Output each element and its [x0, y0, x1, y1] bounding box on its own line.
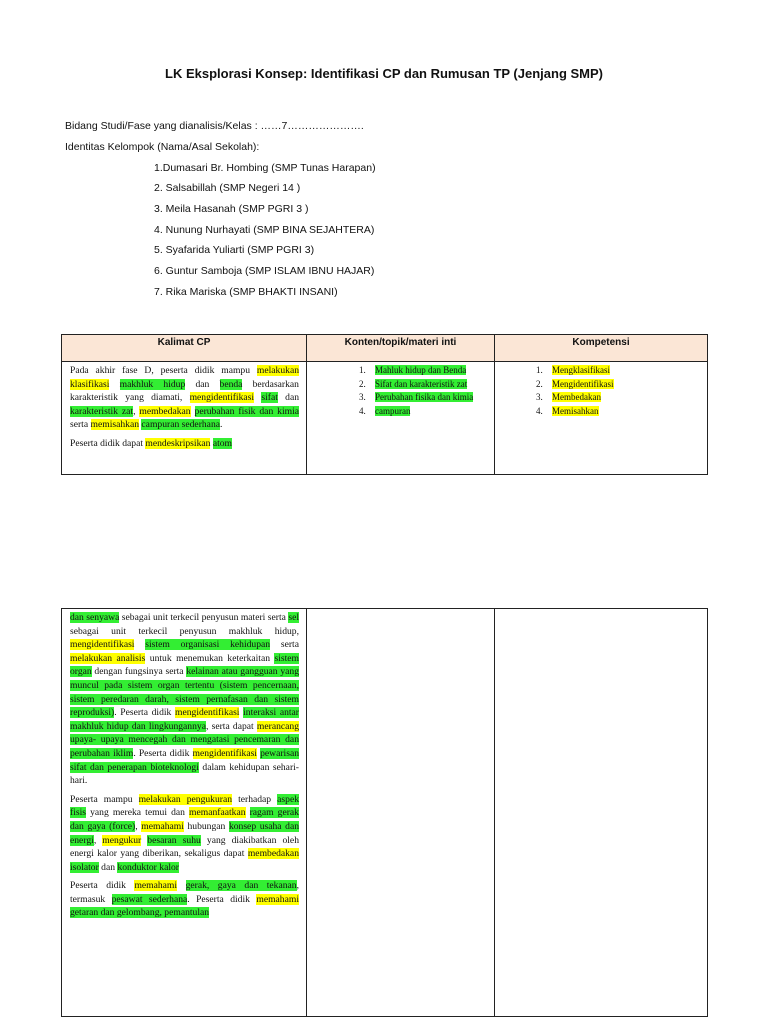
text-run: , termasuk [70, 880, 299, 905]
list-item-text: Memisahkan [552, 405, 599, 416]
text-run: berdasarkan karakteristik yang diamati, [70, 378, 299, 404]
list-number: 1. [536, 365, 543, 375]
text-run [177, 880, 186, 891]
text-run: hubungan [183, 820, 229, 832]
kompetensi-highlight: mengidentifikasi [189, 392, 255, 404]
list-item [536, 364, 701, 378]
kompetensi-highlight: membedakan [247, 848, 299, 860]
list-number: 2. [536, 378, 543, 389]
text-run [191, 406, 195, 417]
kompetensi-highlight: memahami [134, 880, 178, 892]
list-number: 4. [536, 405, 543, 416]
text-run [134, 639, 145, 650]
konten-highlight: aspek fisis [70, 793, 300, 819]
kompetensi-highlight: merancang [256, 720, 300, 732]
cp-table-page-2 [61, 608, 708, 1017]
konten-highlight: isolator [70, 861, 99, 873]
cp-paragraph [70, 437, 299, 451]
text-run: dan [185, 378, 220, 390]
cp-text [70, 364, 299, 451]
cp-paragraph [70, 793, 299, 875]
kompetensi-highlight: mendeskripsikan [145, 437, 211, 449]
member-item: 5. Syafarida Yuliarti (SMP PGRI 3) [154, 244, 315, 256]
list-number: 4. [359, 405, 366, 416]
list-number: 2. [359, 378, 366, 389]
text-run: Pada akhir fase D, peserta didik mampu [70, 365, 257, 376]
konten-highlight: atom [212, 437, 233, 449]
list-item-text: Mengidentifikasi [552, 378, 614, 389]
konten-highlight: interaksi antar makhluk hidup dan lingkungannya [70, 707, 299, 732]
konten-highlight: karakteristik zat [70, 405, 134, 417]
text-run: Peserta didik [70, 880, 135, 892]
text-run [246, 807, 250, 818]
konten-highlight: benda [219, 378, 243, 390]
text-run: terhadap [232, 793, 278, 805]
header-kalimat-cp: Kalimat CP [62, 335, 307, 362]
list-item-text: Perubahan fisika dan kimia [375, 392, 474, 402]
cp-paragraph [70, 879, 299, 920]
list-item [359, 364, 488, 378]
kompetensi-list [536, 362, 707, 418]
text-run: Peserta didik dapat [70, 437, 146, 449]
cp-paragraph [70, 364, 299, 432]
konten-highlight: pewarisan sifat dan penerapan bioteknologi [70, 747, 299, 773]
kompetensi-highlight: melakukan analisis [70, 652, 146, 664]
konten-highlight: konsep usaha dan energi [70, 820, 300, 846]
text-run: . [220, 419, 223, 431]
kompetensi-highlight: mengidentifikasi [70, 639, 135, 651]
text-run: dalam kehidupan sehari-hari. [70, 761, 299, 787]
kompetensi-highlight: melakukan klasifikasi [70, 365, 299, 390]
cp-cell [62, 362, 307, 475]
text-run: dengan fungsinya serta [91, 666, 187, 678]
kompetensi-highlight: memahami [141, 820, 184, 832]
konten-highlight: makhluk hidup [119, 378, 186, 390]
bidang-studi-line: Bidang Studi/Fase yang dianalisis/Kelas : ……7…………………. [65, 120, 364, 132]
konten-highlight: besaran suhu [147, 834, 201, 846]
konten-highlight: sistem organ [70, 652, 300, 678]
kompetensi-cell [495, 362, 708, 475]
list-item [359, 391, 488, 405]
text-run: , [93, 834, 103, 846]
kompetensi-highlight: memisahkan [90, 419, 140, 431]
list-number: 3. [536, 392, 543, 402]
list-item-text: Membedakan [552, 392, 601, 402]
text-run: , [135, 820, 142, 832]
konten-cell [307, 362, 495, 475]
konten-highlight: gerak, gaya dan tekanan [185, 880, 297, 892]
list-item [536, 405, 701, 419]
konten-highlight: sel [288, 612, 300, 623]
kompetensi-highlight: membedakan [139, 405, 191, 417]
cp-cell [62, 609, 307, 1017]
header-konten: Konten/topik/materi inti [307, 335, 495, 362]
text-run: dan [98, 861, 118, 873]
konten-highlight: upaya- upaya mencegah dan mengatasi pencemaran dan perubahan iklim [70, 734, 299, 759]
member-item: 4. Nunung Nurhayati (SMP BINA SEJAHTERA) [154, 224, 375, 236]
text-run: untuk menemukan keterkaitan [145, 652, 275, 664]
konten-highlight: campuran sederhana [141, 419, 220, 431]
text-run: sebagai unit terkecil penyusun makhluk hidup, [70, 625, 299, 637]
konten-highlight: perubahan fisik dan kimia [194, 405, 300, 417]
kompetensi-highlight: memanfaatkan [189, 807, 246, 819]
kompetensi-highlight: mengidentifikasi [175, 707, 240, 719]
text-run: yang mereka temui dan [86, 807, 190, 819]
kompetensi-highlight: melakukan pengukuran [138, 793, 233, 805]
list-item [359, 405, 488, 419]
member-item: 7. Rika Mariska (SMP BHAKTI INSANI) [154, 286, 338, 298]
list-item [359, 378, 488, 392]
cp-paragraph [70, 611, 299, 788]
text-run: serta [70, 419, 91, 431]
list-number: 3. [359, 392, 366, 402]
header-kompetensi: Kompetensi [495, 335, 708, 362]
konten-list [359, 362, 494, 418]
text-run: dan [277, 392, 299, 404]
identitas-label: Identitas Kelompok (Nama/Asal Sekolah): [65, 141, 260, 153]
page-title: LK Eksplorasi Konsep: Identifikasi CP dan Rumusan TP (Jenjang SMP) [165, 66, 603, 81]
konten-highlight: sistem organisasi kehidupan [145, 639, 271, 651]
text-run: . Peserta didik [114, 707, 175, 719]
kompetensi-cell-empty [495, 609, 708, 1017]
cp-text [70, 611, 299, 920]
member-item: 6. Guntur Samboja (SMP ISLAM IBNU HAJAR) [154, 265, 375, 277]
konten-highlight: getaran dan gelombang, pemantulan [70, 907, 210, 919]
member-item: 3. Meila Hasanah (SMP PGRI 3 ) [154, 203, 309, 215]
konten-highlight: dan senyawa [70, 612, 120, 623]
member-item: 1.Dumasari Br. Hombing (SMP Tunas Harapan) [154, 162, 376, 174]
konten-highlight: konduktor kalor [117, 861, 179, 873]
kompetensi-highlight: mengidentifikasi [192, 747, 257, 759]
text-run [109, 379, 119, 390]
cp-table-page-1 [61, 334, 708, 475]
text-run: Peserta mampu [70, 793, 139, 805]
list-item-text: Mahluk hidup dan Benda [375, 365, 467, 375]
text-run: serta [270, 639, 299, 651]
text-run: , [133, 405, 140, 417]
kompetensi-highlight: mengukur [102, 834, 142, 846]
text-run: . Peserta didik [133, 747, 193, 759]
list-item [536, 391, 701, 405]
text-run: , serta dapat [205, 720, 257, 732]
konten-highlight: pesawat sederhana [111, 893, 188, 905]
list-item-text: campuran [375, 405, 411, 416]
kompetensi-highlight: memahami [256, 893, 299, 905]
konten-highlight: sifat [261, 392, 278, 404]
text-run: yang diakibatkan oleh energi kalor yang diberikan, sekaligus dapat [70, 834, 299, 860]
text-run: sebagai unit terkecil penyusun materi serta [119, 612, 289, 623]
konten-highlight: kelainan atau gangguan yang muncul pada sistem organ tertentu (sistem pencernaan, sistem peredaran darah, sistem pernafasan dan sistem reproduksi) [70, 666, 299, 719]
list-item [536, 378, 701, 392]
member-item: 2. Salsabillah (SMP Negeri 14 ) [154, 182, 301, 194]
list-item-text: Mengklasifikasi [552, 365, 610, 375]
list-item-text: Sifat dan karakteristik zat [375, 378, 468, 389]
konten-highlight: ragam gerak dan gaya (force) [70, 807, 299, 832]
text-run: . Peserta didik [187, 893, 257, 905]
konten-cell-empty [307, 609, 495, 1017]
list-number: 1. [359, 365, 366, 375]
